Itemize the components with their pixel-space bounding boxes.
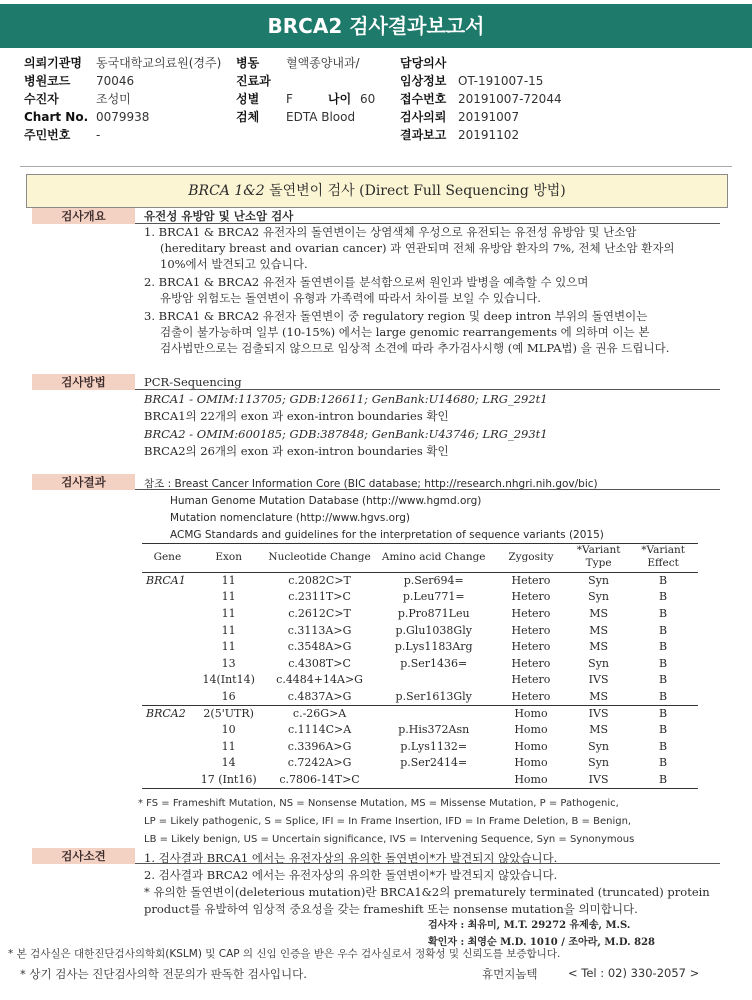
cell-nucleotide: c.2082C>T [288, 574, 351, 588]
opinion-line-3: * 유의한 돌연변이(deleterious mutation)란 BRCA1&2의 prematurely terminated (truncated) protein [144, 885, 710, 899]
info-row-4 [0, 108, 752, 126]
cell-exon: 11 [221, 739, 236, 753]
method-line-1: PCR-Sequencing [144, 375, 242, 389]
reference-line-2: Human Genome Mutation Database (http://www.hgmd.org) [170, 495, 482, 507]
cell-exon: 11 [221, 574, 236, 588]
cell-exon: 13 [221, 656, 236, 670]
table-row [142, 639, 698, 656]
table-row [142, 755, 698, 772]
certification-note: * 본 검사실은 대한진단검사의학회(KSLM) 및 CAP 의 신임 인증을 받은 우수 검사실로서 정확성 및 신뢰도를 보증합니다. [8, 948, 561, 960]
cell-variant-type: MS [589, 640, 608, 654]
reference-line-1: 참조 : Breast Cancer Information Core (BIC database; http://research.nhgri.nih.gov/bic) [144, 478, 598, 490]
col-gene: Gene [142, 544, 193, 573]
value-sex: F [286, 92, 293, 106]
cell-gene [142, 639, 193, 656]
cell-variant-type: Syn [588, 574, 610, 588]
value-resident-no: - [96, 128, 101, 142]
label-request-date: 검사의뢰 [400, 110, 447, 124]
cell-gene [142, 589, 193, 606]
signer-examiners: 검사자 : 최유미, M.T. 29272 유제송, M.S. [428, 920, 631, 931]
cell-variant-type: Syn [588, 590, 610, 604]
cell-amino-acid: p.Ser1436= [400, 656, 468, 670]
table-row [142, 589, 698, 606]
cell-amino-acid: p.Lys1183Arg [394, 640, 473, 654]
cell-nucleotide: c.3396A>G [287, 739, 352, 753]
label-patient: 수진자 [24, 92, 59, 106]
cell-exon: 11 [221, 590, 236, 604]
cell-variant-effect: B [659, 640, 668, 654]
value-age: 60 [360, 92, 376, 106]
table-row [142, 672, 698, 689]
cell-zygosity: Hetero [511, 656, 551, 670]
method-line-3: BRCA1의 22개의 exon 과 exon-intron boundaries 확인 [144, 409, 449, 423]
divider [20, 166, 732, 167]
cell-nucleotide: c.7242A>G [287, 756, 352, 770]
cell-variant-effect: B [659, 623, 668, 637]
label-doctor: 담당의사 [400, 56, 447, 70]
cell-gene [142, 722, 193, 739]
section-label-opinion: 검사소견 [32, 848, 135, 864]
cell-amino-acid [375, 772, 493, 789]
cell-zygosity: Homo [514, 706, 548, 720]
method-line-4: BRCA2 - OMIM:600185; GDB:387848; GenBank:U43746; LRG_293t1 [144, 427, 548, 441]
cell-amino-acid [375, 672, 493, 689]
table-row [142, 705, 698, 722]
cell-nucleotide: c.3113A>G [287, 623, 352, 637]
method-line-5: BRCA2의 26개의 exon 과 exon-intron boundaries 확인 [144, 444, 449, 458]
cell-gene [142, 672, 193, 689]
cell-exon: 16 [193, 689, 265, 706]
overview-line-3: 10%에서 발견되고 있습니다. [160, 257, 308, 271]
info-row-2 [0, 72, 752, 90]
cell-gene [142, 655, 193, 672]
lab-phone: < Tel : 02) 330-2057 > [568, 966, 700, 980]
value-hospital-code: 70046 [96, 74, 135, 88]
cell-gene [142, 606, 193, 623]
section-label-method: 검사방법 [32, 374, 135, 390]
cell-gene [142, 738, 193, 755]
value-specimen: EDTA Blood [286, 110, 356, 124]
cell-nucleotide: c.1114C>A [287, 723, 352, 737]
cell-gene [142, 689, 193, 706]
cell-variant-type: MS [569, 689, 628, 706]
test-title-text: 돌연변이 검사 (Direct Full Sequencing 방법) [264, 183, 566, 199]
cell-nucleotide: c.3548A>G [287, 640, 352, 654]
overview-line-7: 검출이 불가능하며 일부 (10-15%) 에서는 large genomic rearrangements 에 의하며 이는 본 [160, 325, 650, 339]
footnote-line-2: LP = Likely pathogenic, S = Splice, IFI = In Frame Insertion, IFD = In Frame Deletion, B = Benign, [144, 816, 632, 827]
section-label-result: 검사결과 [32, 474, 135, 490]
col-variant-effect: *Variant Effect [628, 544, 698, 573]
variant-table [142, 543, 698, 789]
cell-gene [142, 755, 193, 772]
label-clinical-info: 임상정보 [400, 74, 447, 88]
cell-variant-effect: B [659, 673, 668, 687]
cell-amino-acid: p.Leu771= [402, 590, 465, 604]
cell-gene [142, 622, 193, 639]
cell-zygosity: Hetero [511, 606, 551, 620]
signer-approvers: 확인자 : 최영순 M.D. 1010 / 조아라, M.D. 828 [428, 937, 656, 948]
cell-amino-acid: p.Ser1613Gly [375, 689, 493, 706]
section-label-overview: 검사개요 [32, 208, 135, 224]
cell-zygosity: Hetero [511, 640, 551, 654]
table-row [142, 738, 698, 755]
cell-variant-type: Syn [588, 756, 610, 770]
cell-nucleotide: c.2612C>T [288, 606, 351, 620]
cell-variant-effect: B [659, 590, 668, 604]
overview-heading: 유전성 유방암 및 난소암 검사 [144, 209, 294, 223]
table-row [142, 655, 698, 672]
cell-variant-type: MS [589, 623, 608, 637]
info-row-1 [0, 54, 752, 72]
variant-rows [142, 573, 698, 789]
col-amino-acid: Amino acid Change [375, 544, 493, 573]
cell-gene: BRCA1 [146, 574, 186, 588]
overview-line-2: (hereditary breast and ovarian cancer) 과 연관되며 전체 유방암 환자의 7%, 전체 난소암 환자의 [160, 241, 675, 255]
label-chart-no: Chart No. [24, 110, 89, 124]
col-variant-type: *Variant Type [569, 544, 628, 573]
label-department: 진료과 [236, 74, 271, 88]
cell-exon: 14(Int14) [202, 673, 255, 687]
table-row [142, 606, 698, 623]
col-nucleotide: Nucleotide Change [265, 544, 375, 573]
cell-gene [142, 772, 193, 789]
info-row-3 [0, 90, 752, 108]
cell-zygosity: Hetero [511, 590, 551, 604]
cell-variant-effect: B [659, 723, 668, 737]
overview-line-8: 검사법만으로는 검출되지 않으므로 임상적 소견에 따라 추가검사시행 (예 MLPA법) 을 권유 드립니다. [160, 341, 670, 355]
label-ward: 병동 [236, 56, 260, 70]
cell-nucleotide: c.4308T>C [288, 656, 351, 670]
cell-variant-effect: B [659, 656, 668, 670]
table-row [142, 722, 698, 739]
value-request-date: 20191007 [458, 110, 520, 124]
cell-exon: 11 [221, 606, 236, 620]
label-sex: 성별 [236, 92, 260, 106]
cell-zygosity: Homo [514, 756, 548, 770]
label-report-date: 결과보고 [400, 128, 447, 142]
cell-variant-effect: B [628, 689, 698, 706]
cell-zygosity: Homo [514, 723, 548, 737]
cell-amino-acid: p.Pro871Leu [397, 606, 470, 620]
cell-gene: BRCA2 [146, 706, 186, 720]
opinion-line-1: 1. 검사결과 BRCA1 에서는 유전자상의 유의한 돌연변이*가 발견되지 않았습니다. [144, 851, 558, 865]
cell-nucleotide: c.-26G>A [292, 706, 347, 720]
cell-amino-acid: p.Lys1132= [400, 739, 468, 753]
reference-line-4: ACMG Standards and guidelines for the interpretation of sequence variants (2015) [170, 529, 604, 541]
cell-exon: 2(5'UTR) [203, 706, 254, 720]
test-title-box [26, 174, 728, 208]
col-exon: Exon [193, 544, 265, 573]
cell-nucleotide: c.4484+14A>G [276, 673, 363, 687]
lab-name: 휴먼지놈텍 [482, 967, 538, 981]
cell-variant-effect: B [659, 606, 668, 620]
cell-zygosity: Homo [493, 772, 569, 789]
value-receipt-no: 20191007-72044 [458, 92, 562, 106]
cell-zygosity: Homo [514, 739, 548, 753]
cell-exon: 11 [221, 623, 236, 637]
overview-line-6: 3. BRCA1 & BRCA2 유전자 돌연변이 중 regulatory region 및 deep intron 부위의 돌연변이는 [144, 309, 648, 323]
cell-variant-effect: B [659, 706, 668, 720]
value-patient: 조성미 [96, 92, 131, 106]
specialist-note: * 상기 검사는 진단검사의학 전문의가 판독한 검사입니다. [20, 967, 307, 981]
label-hospital-code: 병원코드 [24, 74, 71, 88]
cell-variant-type: Syn [588, 656, 610, 670]
label-resident-no: 주민번호 [24, 128, 71, 142]
cell-variant-effect: B [659, 739, 668, 753]
cell-amino-acid: p.Ser2414= [400, 756, 468, 770]
col-zygosity: Zygosity [493, 544, 569, 573]
footnote-line-1: * FS = Frameshift Mutation, NS = Nonsense Mutation, MS = Missense Mutation, P = Pathogenic, [138, 798, 619, 809]
table-row [142, 573, 698, 590]
cell-variant-effect: B [628, 772, 698, 789]
cell-variant-type: MS [589, 606, 608, 620]
report-title: BRCA2 검사결과보고서 [0, 4, 752, 48]
cell-amino-acid: p.Glu1038Gly [395, 623, 472, 637]
table-header [142, 544, 698, 573]
cell-variant-type: Syn [588, 739, 610, 753]
cell-amino-acid [375, 705, 493, 722]
method-line-2: BRCA1 - OMIM:113705; GDB:126611; GenBank:U14680; LRG_292t1 [144, 392, 548, 406]
table-row [142, 689, 698, 706]
cell-variant-type: MS [589, 723, 608, 737]
value-requester: 동국대학교의료원(경주) [96, 56, 222, 70]
cell-variant-type: IVS [588, 673, 609, 687]
cell-variant-effect: B [659, 574, 668, 588]
cell-exon: 14 [221, 756, 236, 770]
label-specimen: 검체 [236, 110, 260, 124]
label-age: 나이 [328, 92, 352, 106]
cell-variant-type: IVS [569, 772, 628, 789]
cell-zygosity: Hetero [511, 673, 551, 687]
reference-line-3: Mutation nomenclature (http://www.hgvs.org) [170, 512, 410, 524]
overview-line-1: 1. BRCA1 & BRCA2 유전자의 돌연변이는 상염색체 우성으로 유전되는 유전성 유방암 및 난소암 [144, 225, 637, 239]
cell-zygosity: Hetero [511, 623, 551, 637]
value-clinical-info: OT-191007-15 [458, 74, 544, 88]
cell-nucleotide: c.4837A>G [265, 689, 375, 706]
label-requester: 의뢰기관명 [24, 56, 82, 70]
cell-exon: 11 [221, 640, 236, 654]
cell-exon: 17 (Int16) [193, 772, 265, 789]
value-chart-no: 0079938 [96, 110, 150, 124]
patient-info [0, 54, 752, 144]
overview-line-4: 2. BRCA1 & BRCA2 유전자 돌연변이를 분석함으로써 원인과 발병을 예측할 수 있으며 [144, 275, 589, 289]
cell-nucleotide: c.7806-14T>C [265, 772, 375, 789]
cell-amino-acid: p.His372Asn [398, 723, 470, 737]
value-report-date: 20191102 [458, 128, 520, 142]
table-row [142, 622, 698, 639]
footnote-line-3: LB = Likely benign, US = Uncertain significance, IVS = Intervening Sequence, Syn = Synonymous [144, 834, 635, 845]
table-row [142, 772, 698, 789]
opinion-line-4: product를 유발하여 임상적 중요성을 갖는 frameshift 또는 nonsense mutation을 의미합니다. [144, 902, 638, 916]
scanned-report [20, 166, 732, 966]
cell-zygosity: Hetero [511, 574, 551, 588]
opinion-line-2: 2. 검사결과 BRCA2 에서는 유전자상의 유의한 돌연변이*가 발견되지 않았습니다. [144, 868, 558, 882]
value-ward: 혈액종양내과/ [286, 56, 360, 70]
info-row-5 [0, 126, 752, 144]
cell-zygosity: Hetero [493, 689, 569, 706]
test-title-gene: BRCA 1&2 [188, 183, 265, 199]
cell-exon: 10 [221, 723, 236, 737]
cell-variant-effect: B [659, 756, 668, 770]
cell-nucleotide: c.2311T>C [288, 590, 351, 604]
overview-line-5: 유방암 위험도는 돌연변이 유형과 가족력에 따라서 차이를 보일 수 있습니다. [160, 291, 541, 305]
cell-amino-acid: p.Ser694= [403, 574, 464, 588]
cell-variant-type: IVS [588, 706, 609, 720]
label-receipt-no: 접수번호 [400, 92, 447, 106]
